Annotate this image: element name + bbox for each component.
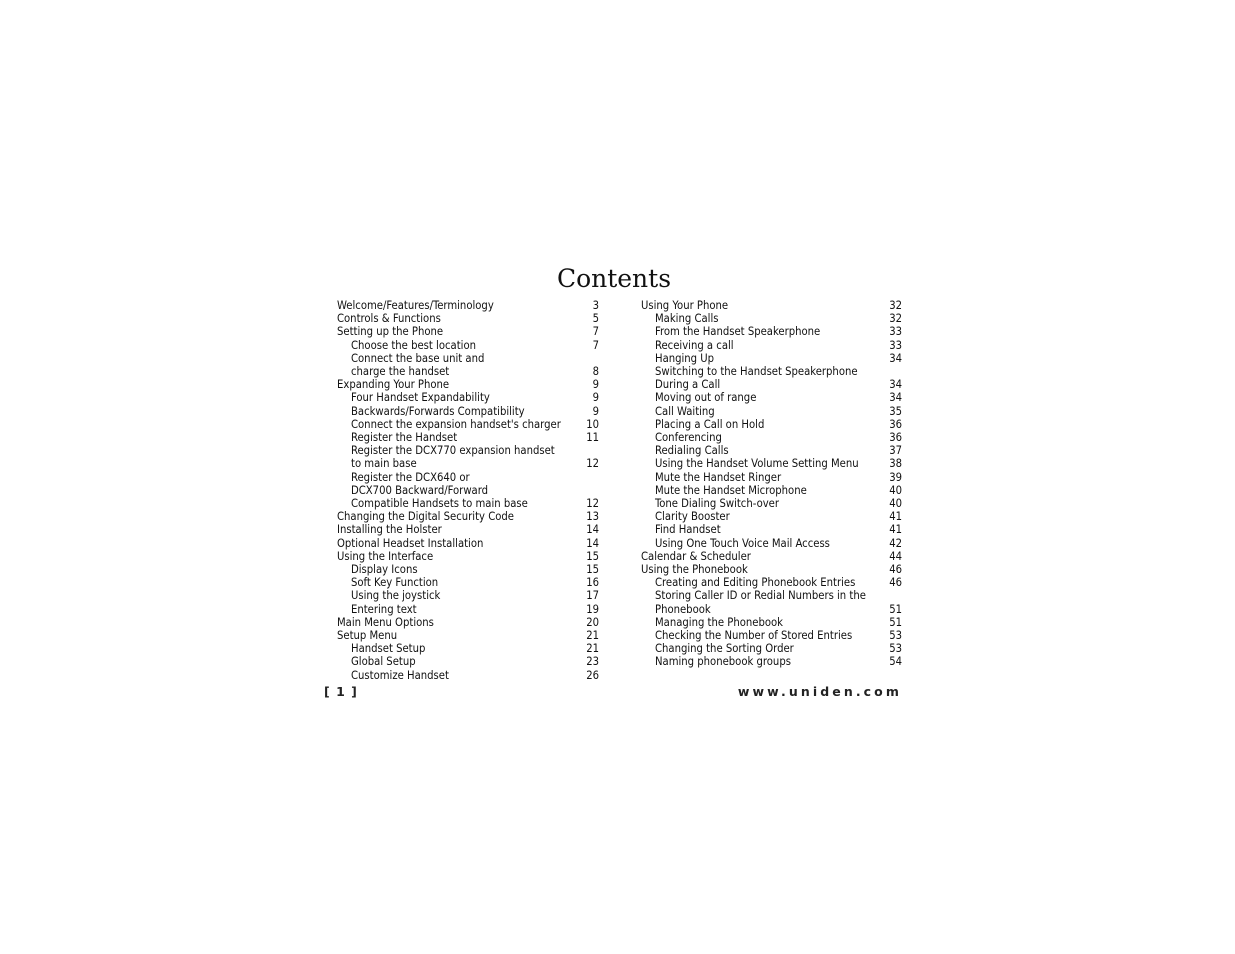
toc-entry — [641, 497, 902, 510]
toc-entry-page: 9 — [592, 404, 599, 418]
toc-entry-label: Setting up the Phone — [337, 325, 444, 339]
toc-entry-page: 41 — [889, 523, 902, 537]
toc-entry — [337, 299, 599, 312]
toc-entry — [337, 497, 599, 510]
toc-entry — [337, 378, 599, 391]
toc-entry-label: Connect the expansion handset's charger — [351, 417, 561, 431]
toc-entry — [337, 365, 599, 378]
toc-entry-label: Clarity Booster — [655, 510, 730, 524]
toc-entry-label: Backwards/Forwards Compatibility — [351, 404, 525, 418]
toc-entry-label: to main base — [351, 457, 417, 471]
toc-entry-page: 44 — [889, 549, 902, 563]
toc-entry-page: 12 — [586, 457, 599, 471]
toc-entry — [641, 510, 902, 523]
toc-entry-page: 42 — [889, 536, 902, 550]
toc-entry-label: Using the Interface — [337, 549, 434, 563]
toc-entry-label: Using the Phonebook — [641, 563, 748, 577]
toc-entry-page: 33 — [889, 338, 902, 352]
toc-entry-page: 7 — [592, 325, 599, 339]
toc-entry-label: Using Your Phone — [641, 299, 729, 312]
toc-entry-page: 46 — [889, 576, 902, 590]
toc-entry-label: Entering text — [351, 602, 417, 616]
toc-right-column — [641, 299, 902, 669]
toc-entry — [641, 655, 902, 668]
toc-entry-page: 53 — [889, 629, 902, 643]
toc-entry-label: Using One Touch Voice Mail Access — [655, 536, 830, 550]
toc-entry — [337, 629, 599, 642]
toc-entry — [641, 629, 902, 642]
toc-entry-label: Register the Handset — [351, 431, 458, 445]
toc-entry-page: 37 — [889, 444, 902, 458]
toc-entry — [337, 405, 599, 418]
toc-entry-page: 38 — [889, 457, 902, 471]
toc-entry-label: Mute the Handset Microphone — [655, 483, 807, 497]
toc-entry — [641, 378, 902, 391]
toc-entry-page: 41 — [889, 510, 902, 524]
toc-entry-label: Using the joystick — [351, 589, 441, 603]
toc-entry-label: From the Handset Speakerphone — [655, 325, 821, 339]
toc-entry — [641, 642, 902, 655]
toc-entry — [641, 352, 902, 365]
toc-entry-label: Welcome/Features/Terminology — [337, 299, 494, 312]
website-url: www.uniden.com — [737, 684, 902, 699]
toc-entry — [337, 471, 599, 484]
toc-entry — [641, 550, 902, 563]
toc-entry-page: 12 — [586, 497, 599, 511]
toc-entry-label: During a Call — [655, 378, 721, 392]
toc-entry — [337, 325, 599, 338]
toc-entry-label: Making Calls — [655, 312, 719, 326]
toc-entry-label: Receiving a call — [655, 338, 734, 352]
toc-entry-page: 20 — [586, 615, 599, 629]
toc-entry-label: Calendar & Scheduler — [641, 549, 751, 563]
toc-entry-page: 39 — [889, 470, 902, 484]
toc-entry-label: Choose the best location — [351, 338, 476, 352]
toc-entry-label: Connect the base unit and — [351, 351, 485, 365]
toc-entry — [641, 616, 902, 629]
toc-entry — [337, 523, 599, 536]
toc-entry — [337, 537, 599, 550]
toc-entry-page: 36 — [889, 431, 902, 445]
toc-entry-label: DCX700 Backward/Forward — [351, 483, 489, 497]
toc-entry-page: 15 — [586, 549, 599, 563]
toc-entry — [641, 299, 902, 312]
toc-entry — [641, 418, 902, 431]
toc-entry — [337, 431, 599, 444]
toc-entry-label: Compatible Handsets to main base — [351, 497, 528, 511]
toc-entry-page: 15 — [586, 563, 599, 577]
toc-entry-label: Redialing Calls — [655, 444, 729, 458]
toc-entry-label: Phonebook — [655, 602, 711, 616]
toc-entry-page: 10 — [586, 417, 599, 431]
toc-entry-label: Changing the Digital Security Code — [337, 510, 514, 524]
toc-entry-page: 40 — [889, 483, 902, 497]
toc-entry — [641, 325, 902, 338]
toc-entry-label: Hanging Up — [655, 351, 715, 365]
toc-entry-label: Setup Menu — [337, 629, 398, 643]
toc-entry-page: 32 — [889, 312, 902, 326]
toc-entry-page: 21 — [586, 642, 599, 656]
toc-entry-label: charge the handset — [351, 365, 450, 379]
toc-entry — [337, 603, 599, 616]
toc-entry-page: 34 — [889, 378, 902, 392]
toc-entry-page: 5 — [592, 312, 599, 326]
toc-entry — [337, 339, 599, 352]
toc-entry-page: 14 — [586, 536, 599, 550]
toc-entry-label: Switching to the Handset Speakerphone — [655, 365, 858, 379]
toc-entry — [641, 576, 902, 589]
toc-entry-label: Using the Handset Volume Setting Menu — [655, 457, 859, 471]
toc-entry-page: 35 — [889, 404, 902, 418]
toc-entry — [641, 484, 902, 497]
toc-entry-label: Tone Dialing Switch-over — [655, 497, 780, 511]
toc-entry-label: Expanding Your Phone — [337, 378, 450, 392]
toc-entry-page: 34 — [889, 391, 902, 405]
toc-entry-page: 51 — [889, 602, 902, 616]
toc-entry-page: 36 — [889, 417, 902, 431]
toc-entry — [337, 669, 599, 682]
toc-entry-label: Mute the Handset Ringer — [655, 470, 782, 484]
toc-entry — [641, 444, 902, 457]
toc-entry-page: 40 — [889, 497, 902, 511]
toc-entry-page: 19 — [586, 602, 599, 616]
toc-entry — [641, 523, 902, 536]
toc-entry — [337, 457, 599, 470]
toc-entry-label: Installing the Holster — [337, 523, 442, 537]
toc-entry — [641, 312, 902, 325]
toc-entry-label: Optional Headset Installation — [337, 536, 484, 550]
toc-entry-label: Creating and Editing Phonebook Entries — [655, 576, 856, 590]
toc-entry — [641, 471, 902, 484]
toc-entry-label: Moving out of range — [655, 391, 757, 405]
toc-entry-label: Global Setup — [351, 655, 416, 669]
toc-entry-label: Register the DCX640 or — [351, 470, 470, 484]
toc-entry-label: Handset Setup — [351, 642, 426, 656]
toc-entry-page: 46 — [889, 563, 902, 577]
toc-entry — [337, 418, 599, 431]
toc-entry — [641, 365, 902, 378]
toc-entry-page: 7 — [592, 338, 599, 352]
toc-entry-label: Managing the Phonebook — [655, 615, 783, 629]
toc-entry — [337, 616, 599, 629]
toc-entry-page: 21 — [586, 629, 599, 643]
page-number: [ 1 ] — [324, 684, 358, 699]
toc-entry-label: Conferencing — [655, 431, 722, 445]
toc-entry-label: Register the DCX770 expansion handset — [351, 444, 555, 458]
toc-entry-page: 14 — [586, 523, 599, 537]
toc-entry — [641, 457, 902, 470]
toc-entry — [337, 589, 599, 602]
toc-entry-page: 53 — [889, 642, 902, 656]
toc-left-column — [337, 299, 599, 682]
toc-entry — [641, 431, 902, 444]
toc-entry — [337, 352, 599, 365]
toc-entry-page: 26 — [586, 668, 599, 682]
toc-entry — [337, 444, 599, 457]
toc-entry-label: Find Handset — [655, 523, 721, 537]
toc-entry — [337, 563, 599, 576]
toc-entry — [641, 589, 902, 602]
toc-entry-label: Controls & Functions — [337, 312, 441, 326]
toc-entry-label: Four Handset Expandability — [351, 391, 490, 405]
toc-entry-label: Soft Key Function — [351, 576, 439, 590]
toc-entry-page: 23 — [586, 655, 599, 669]
toc-entry — [337, 550, 599, 563]
toc-entry-page: 3 — [592, 299, 599, 312]
toc-entry — [337, 510, 599, 523]
toc-entry-page: 13 — [586, 510, 599, 524]
toc-entry — [641, 405, 902, 418]
toc-entry-label: Naming phonebook groups — [655, 655, 791, 669]
toc-entry-page: 34 — [889, 351, 902, 365]
toc-entry-label: Call Waiting — [655, 404, 715, 418]
toc-entry-page: 54 — [889, 655, 902, 669]
toc-entry-label: Placing a Call on Hold — [655, 417, 765, 431]
toc-entry — [641, 563, 902, 576]
toc-entry-label: Display Icons — [351, 563, 418, 577]
toc-entry-page: 16 — [586, 576, 599, 590]
toc-entry-label: Checking the Number of Stored Entries — [655, 629, 853, 643]
page-title: Contents — [556, 264, 672, 293]
toc-entry — [337, 391, 599, 404]
toc-entry — [641, 537, 902, 550]
toc-entry — [337, 642, 599, 655]
toc-entry-page: 9 — [592, 378, 599, 392]
toc-entry-page: 8 — [592, 365, 599, 379]
toc-entry — [337, 484, 599, 497]
toc-entry-page: 11 — [586, 431, 599, 445]
toc-entry — [337, 312, 599, 325]
toc-entry-page: 51 — [889, 615, 902, 629]
toc-entry-page: 9 — [592, 391, 599, 405]
toc-entry-page: 17 — [586, 589, 599, 603]
toc-entry — [641, 391, 902, 404]
toc-entry — [337, 576, 599, 589]
toc-entry — [337, 655, 599, 668]
toc-entry-label: Storing Caller ID or Redial Numbers in the — [655, 589, 866, 603]
toc-entry-label: Customize Handset — [351, 668, 449, 682]
toc-entry — [641, 339, 902, 352]
toc-entry — [641, 603, 902, 616]
toc-entry-label: Main Menu Options — [337, 615, 434, 629]
toc-entry-label: Changing the Sorting Order — [655, 642, 794, 656]
toc-entry-page: 33 — [889, 325, 902, 339]
toc-entry-page: 32 — [889, 299, 902, 312]
